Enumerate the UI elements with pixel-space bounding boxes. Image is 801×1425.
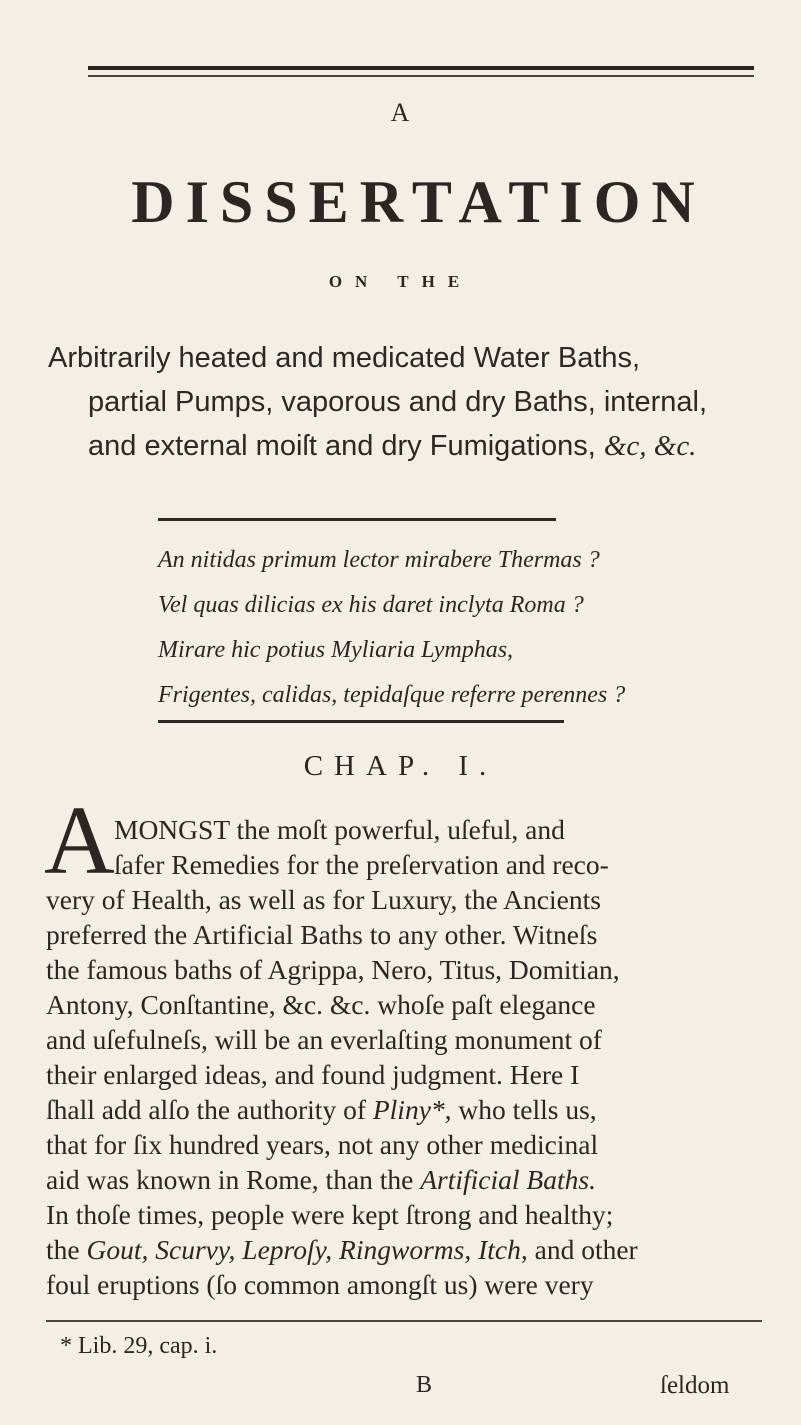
body-line-13 [46,1232,766,1267]
epigraph-line-1: An nitidas primum lector mirabere Thermas ? [158,547,600,573]
catchword: ſeldom [660,1372,730,1399]
subtitle-line-3-text: and external moiſt and dry Fumigations, [88,430,596,462]
body-line-6: Antony, Conſtantine, &c. &c. whoſe paſt elegance [46,989,596,1020]
body-line-9 [46,1092,766,1127]
subtitle-line-2: partial Pumps, vaporous and dry Baths, internal, [88,386,707,418]
epigraph-top-rule [158,518,556,521]
epigraph-line-3: Mirare hic potius Myliaria Lymphas, [158,637,514,663]
page-title: DISSERTATION [131,169,706,235]
body-line-11-text: aid was known in Rome, than the [46,1164,414,1195]
epigraph-bottom-rule [158,720,564,723]
subtitle-etc: &c, &c. [603,430,697,462]
top-rule-thin [88,75,754,77]
body-line-11 [46,1162,766,1197]
body-line-3: very of Health, as well as for Luxury, the Ancients [46,884,601,915]
body-line-13-text: the [46,1234,80,1265]
top-rule-thick [88,66,754,70]
body-line-2: ſafer Remedies for the preſervation and reco- [114,849,609,880]
body-line-10: that for ſix hundred years, not any other medicinal [46,1129,599,1160]
body-line-7: and uſefulneſs, will be an everlaſting monument of [46,1024,602,1055]
body-line-12: In thoſe times, people were kept ſtrong and healthy; [46,1199,614,1230]
artificial-baths-term: Artificial Baths. [420,1164,596,1195]
body-line-4: preferred the Artificial Baths to any other. Witneſs [46,919,598,950]
body-line-1: MONGST the moſt powerful, uſeful, and [114,814,565,845]
title-article: A [390,98,411,127]
chapter-heading: CHAP. I. [303,750,498,782]
signature-mark: B [416,1372,433,1398]
diseases-list: Gout, Scurvy, Leproſy, Ringworms, Itch, [86,1234,528,1265]
subtitle-line-3 [88,424,801,468]
epigraph-line-2: Vel quas dilicias ex his daret inclyta Roma ? [158,592,584,618]
pliny-reference: Pliny*, [372,1094,452,1125]
epigraph-line-4: Frigentes, calidas, tepidaſque referre perennes ? [158,682,626,708]
body-line-8: their enlarged ideas, and found judgment. Here I [46,1059,580,1090]
footnote: * Lib. 29, cap. i. [60,1333,218,1359]
body-line-5: the famous baths of Agrippa, Nero, Titus, Domitian, [46,954,620,985]
body-line-13-tail: and other [527,1234,638,1265]
subtitle-line-1: Arbitrarily heated and medicated Water Baths, [48,342,641,374]
title-on-the: ON THE [328,272,473,291]
drop-cap: A [44,787,115,895]
body-line-9-tail: who tells us, [451,1094,597,1125]
body-line-14: foul eruptions (ſo common amongſt us) were very [46,1269,594,1300]
body-line-9-text: ſhall add alſo the authority of [46,1094,366,1125]
footnote-rule [46,1320,762,1322]
